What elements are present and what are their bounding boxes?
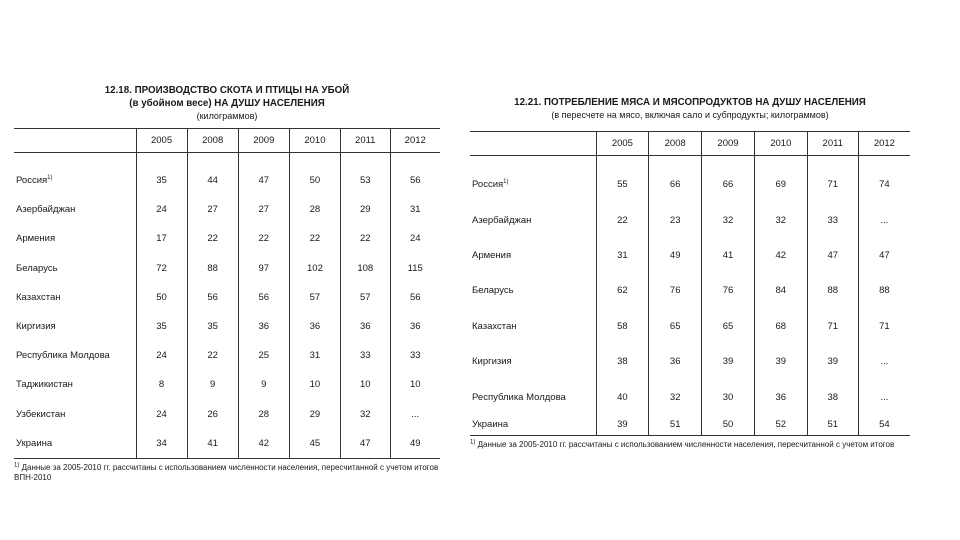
row-label: Россия$^{1)}$ bbox=[16, 174, 53, 187]
row-label: Беларусь bbox=[16, 262, 58, 274]
table-cell: 56 bbox=[187, 283, 238, 312]
table-cell: 53 bbox=[341, 166, 391, 195]
table-cell: 42 bbox=[754, 238, 807, 273]
table-cell: 32 bbox=[702, 202, 755, 237]
left-table-unit: (килограммов) bbox=[196, 111, 258, 121]
table-row bbox=[14, 283, 440, 312]
right-header-corner bbox=[470, 132, 596, 156]
footnote-marker: 1) bbox=[14, 462, 20, 469]
table-cell: 66 bbox=[702, 167, 755, 202]
table-cell: 9 bbox=[187, 370, 238, 399]
table-cell: 50 bbox=[136, 283, 187, 312]
left-col-header: 2008 bbox=[187, 129, 238, 153]
table-cell: 22 bbox=[341, 224, 391, 253]
table-cell: ... bbox=[858, 202, 910, 237]
table-cell: 36 bbox=[341, 312, 391, 341]
row-label: Азербайджан bbox=[472, 214, 532, 226]
row-label: Киргизия bbox=[472, 356, 512, 368]
left-data-table bbox=[14, 128, 440, 459]
table-cell: 35 bbox=[136, 312, 187, 341]
row-label: Азербайджан bbox=[16, 204, 76, 216]
table-cell: 31 bbox=[289, 341, 340, 370]
table-row bbox=[470, 415, 910, 436]
table-cell: 57 bbox=[289, 283, 340, 312]
table-row bbox=[14, 224, 440, 253]
table-cell: 47 bbox=[341, 429, 391, 459]
table-cell: 71 bbox=[858, 309, 910, 344]
left-title-line2: (в убойном весе) НА ДУШУ НАСЕЛЕНИЯ bbox=[129, 97, 325, 109]
table-cell: 51 bbox=[649, 415, 702, 436]
table-cell: 57 bbox=[341, 283, 391, 312]
row-label: Республика Молдова bbox=[472, 391, 566, 403]
table-cell: 35 bbox=[136, 166, 187, 195]
table-cell: 76 bbox=[702, 273, 755, 308]
table-cell: 39 bbox=[807, 344, 858, 379]
right-col-header: 2011 bbox=[807, 132, 858, 156]
table-cell: 31 bbox=[596, 238, 649, 273]
table-cell: 35 bbox=[187, 312, 238, 341]
table-cell: 27 bbox=[187, 195, 238, 224]
table-row bbox=[470, 379, 910, 414]
table-cell: 54 bbox=[858, 415, 910, 436]
right-col-header: 2005 bbox=[596, 132, 649, 156]
table-cell: 36 bbox=[649, 344, 702, 379]
table-cell: 39 bbox=[702, 344, 755, 379]
left-footnote-text: Данные за 2005-2010 гг. рассчитаны с использованием численности населения, пересчитанной с учетом итогов ВПН-2010 bbox=[14, 462, 439, 482]
table-cell: 49 bbox=[649, 238, 702, 273]
row-label: Казахстан bbox=[472, 320, 517, 332]
table-cell: ... bbox=[858, 344, 910, 379]
table-cell: 10 bbox=[289, 370, 340, 399]
table-cell: 62 bbox=[596, 273, 649, 308]
table-cell: 32 bbox=[754, 202, 807, 237]
table-cell: 55 bbox=[596, 167, 649, 202]
row-label: Украина bbox=[14, 429, 136, 459]
footnote-marker: 1) bbox=[470, 439, 476, 446]
table-row bbox=[470, 202, 910, 237]
table-cell: 47 bbox=[238, 166, 289, 195]
table-row bbox=[14, 341, 440, 370]
table-cell: 33 bbox=[341, 341, 391, 370]
table-cell: 52 bbox=[754, 415, 807, 436]
table-cell: 41 bbox=[702, 238, 755, 273]
table-row bbox=[14, 195, 440, 224]
table-cell: 27 bbox=[238, 195, 289, 224]
table-cell: 51 bbox=[807, 415, 858, 436]
table-row bbox=[470, 309, 910, 344]
table-cell: 24 bbox=[136, 195, 187, 224]
right-table-panel bbox=[470, 96, 910, 450]
table-cell: 50 bbox=[289, 166, 340, 195]
left-col-header: 2012 bbox=[390, 129, 440, 153]
table-cell: 58 bbox=[596, 309, 649, 344]
right-table-title: 12.21. ПОТРЕБЛЕНИЕ МЯСА И МЯСОПРОДУКТОВ НА ДУШУ НАСЕЛЕНИЯ bbox=[514, 96, 866, 108]
row-label: Казахстан bbox=[16, 291, 61, 303]
table-cell: 108 bbox=[341, 254, 391, 283]
row-label: Киргизия bbox=[16, 321, 56, 333]
table-cell: 29 bbox=[341, 195, 391, 224]
table-cell: 49 bbox=[390, 429, 440, 459]
table-cell: 36 bbox=[289, 312, 340, 341]
right-table-unit: (в пересчете на мясо, включая сало и субпродукты; килограммов) bbox=[551, 110, 829, 120]
right-footnote bbox=[470, 440, 910, 450]
table-cell: 88 bbox=[187, 254, 238, 283]
table-cell: 88 bbox=[858, 273, 910, 308]
table-row bbox=[14, 254, 440, 283]
table-cell: 44 bbox=[187, 166, 238, 195]
table-row bbox=[14, 370, 440, 399]
row-label: Армения bbox=[472, 249, 512, 261]
left-table-title bbox=[29, 84, 425, 110]
table-cell: 65 bbox=[702, 309, 755, 344]
table-cell: 68 bbox=[754, 309, 807, 344]
table-cell: 84 bbox=[754, 273, 807, 308]
table-cell: 22 bbox=[238, 224, 289, 253]
table-cell: ... bbox=[390, 400, 440, 429]
table-cell: 36 bbox=[238, 312, 289, 341]
left-col-header: 2011 bbox=[341, 129, 391, 153]
table-cell: 28 bbox=[289, 195, 340, 224]
table-cell: 66 bbox=[649, 167, 702, 202]
table-cell: 47 bbox=[858, 238, 910, 273]
table-cell: 17 bbox=[136, 224, 187, 253]
table-row bbox=[470, 273, 910, 308]
table-cell: 69 bbox=[754, 167, 807, 202]
table-cell: 56 bbox=[390, 283, 440, 312]
table-cell: 32 bbox=[649, 379, 702, 414]
row-label: Россия$^{1)}$ bbox=[472, 179, 509, 191]
table-cell: 97 bbox=[238, 254, 289, 283]
table-cell: 39 bbox=[596, 415, 649, 436]
table-cell: 31 bbox=[390, 195, 440, 224]
table-row bbox=[470, 167, 910, 202]
table-cell: 65 bbox=[649, 309, 702, 344]
table-cell: 45 bbox=[289, 429, 340, 459]
table-cell: 41 bbox=[187, 429, 238, 459]
left-col-header: 2005 bbox=[136, 129, 187, 153]
table-cell: 36 bbox=[754, 379, 807, 414]
table-cell: 71 bbox=[807, 309, 858, 344]
table-row bbox=[14, 400, 440, 429]
table-cell: 36 bbox=[390, 312, 440, 341]
table-cell: 72 bbox=[136, 254, 187, 283]
table-cell: 8 bbox=[136, 370, 187, 399]
table-cell: 33 bbox=[390, 341, 440, 370]
table-cell: 47 bbox=[807, 238, 858, 273]
table-cell: 74 bbox=[858, 167, 910, 202]
table-cell: 10 bbox=[341, 370, 391, 399]
row-label: Таджикистан bbox=[16, 379, 73, 391]
row-label: Беларусь bbox=[472, 285, 514, 297]
table-cell: 42 bbox=[238, 429, 289, 459]
footnote-marker: 1) bbox=[503, 179, 509, 186]
table-cell: 10 bbox=[390, 370, 440, 399]
table-cell: 23 bbox=[649, 202, 702, 237]
row-label: Республика Молдова bbox=[16, 350, 110, 362]
right-col-header: 2008 bbox=[649, 132, 702, 156]
table-cell: 24 bbox=[136, 400, 187, 429]
table-row bbox=[470, 238, 910, 273]
table-row bbox=[470, 344, 910, 379]
left-title-line1: 12.18. ПРОИЗВОДСТВО СКОТА И ПТИЦЫ НА УБОЙ bbox=[104, 84, 350, 96]
table-cell: 29 bbox=[289, 400, 340, 429]
right-data-table bbox=[470, 131, 910, 436]
table-cell: 22 bbox=[187, 224, 238, 253]
table-cell: 102 bbox=[289, 254, 340, 283]
left-col-header: 2009 bbox=[238, 129, 289, 153]
table-cell: 56 bbox=[238, 283, 289, 312]
table-cell: 39 bbox=[754, 344, 807, 379]
table-cell: 76 bbox=[649, 273, 702, 308]
table-cell: 38 bbox=[807, 379, 858, 414]
footnote-marker: 1) bbox=[47, 174, 53, 181]
right-col-header: 2009 bbox=[702, 132, 755, 156]
table-cell: 56 bbox=[390, 166, 440, 195]
left-header-corner bbox=[14, 129, 136, 153]
table-cell: 22 bbox=[187, 341, 238, 370]
left-col-header: 2010 bbox=[289, 129, 340, 153]
right-col-header: 2012 bbox=[858, 132, 910, 156]
table-cell: 22 bbox=[289, 224, 340, 253]
table-row bbox=[14, 166, 440, 195]
table-cell: 34 bbox=[136, 429, 187, 459]
table-cell: 30 bbox=[702, 379, 755, 414]
row-label: Армения bbox=[16, 233, 56, 245]
left-header-row bbox=[14, 129, 440, 153]
table-cell: 33 bbox=[807, 202, 858, 237]
table-cell: 9 bbox=[238, 370, 289, 399]
table-cell: 38 bbox=[596, 344, 649, 379]
table-cell: 26 bbox=[187, 400, 238, 429]
left-footnote bbox=[14, 463, 440, 483]
table-cell: 115 bbox=[390, 254, 440, 283]
table-cell: 88 bbox=[807, 273, 858, 308]
table-cell: ... bbox=[858, 379, 910, 414]
table-cell: 40 bbox=[596, 379, 649, 414]
left-table-panel bbox=[14, 84, 440, 483]
table-cell: 25 bbox=[238, 341, 289, 370]
table-cell: 71 bbox=[807, 167, 858, 202]
right-footnote-text: Данные за 2005-2010 гг. рассчитаны с использованием численности населения, пересчитанной с учетом итогов bbox=[477, 439, 895, 449]
table-cell: 28 bbox=[238, 400, 289, 429]
table-cell: 24 bbox=[136, 341, 187, 370]
right-header-row bbox=[470, 132, 910, 156]
table-cell: 50 bbox=[702, 415, 755, 436]
right-col-header: 2010 bbox=[754, 132, 807, 156]
table-cell: 24 bbox=[390, 224, 440, 253]
table-cell: 22 bbox=[596, 202, 649, 237]
row-label: Украина bbox=[470, 415, 596, 436]
table-row bbox=[14, 429, 440, 459]
table-row bbox=[14, 312, 440, 341]
row-label: Узбекистан bbox=[16, 408, 66, 420]
table-cell: 32 bbox=[341, 400, 391, 429]
